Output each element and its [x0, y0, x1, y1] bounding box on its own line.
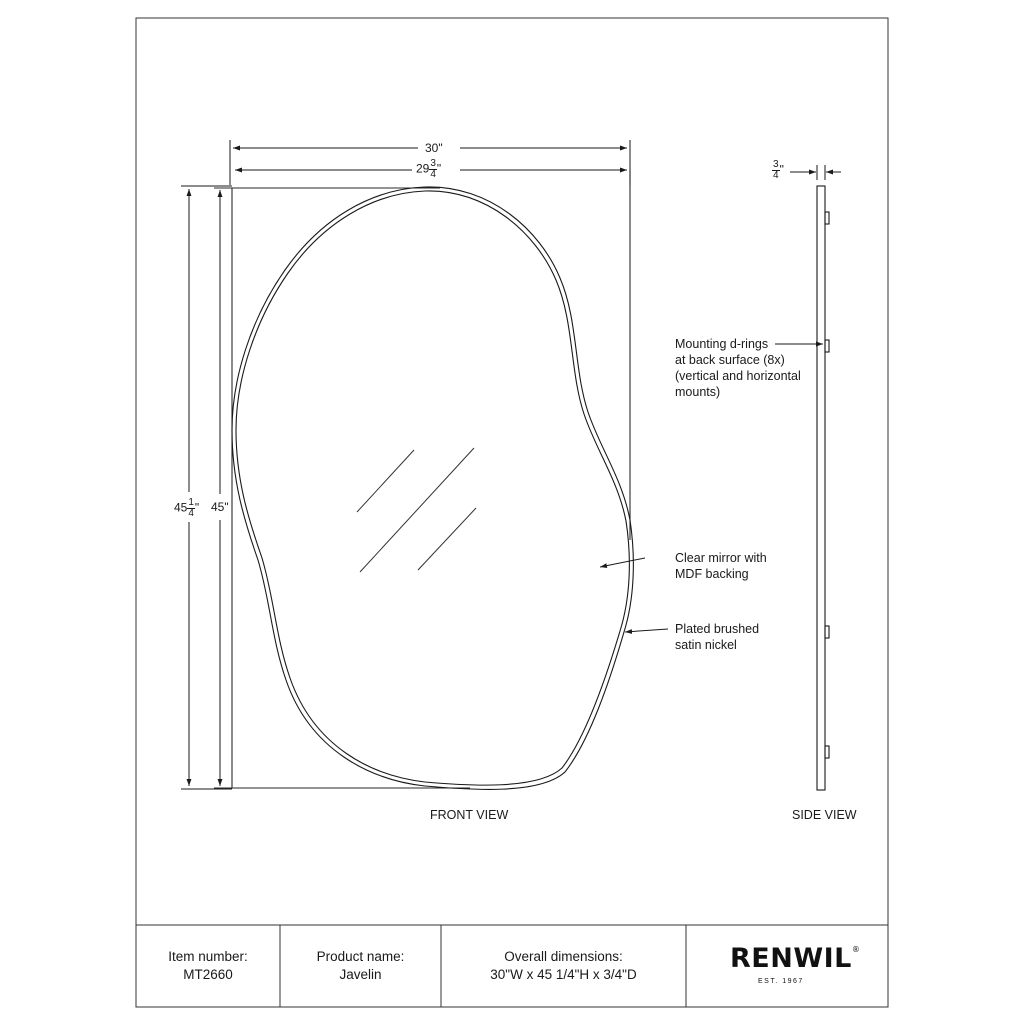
- height-outer-numerator: 1: [188, 497, 194, 508]
- renwil-logo: [686, 925, 888, 1007]
- logo-text: RENWIL: [730, 943, 852, 974]
- front-view-label: FRONT VIEW: [430, 808, 509, 822]
- inch-mark: ": [779, 162, 784, 177]
- item-number-value: MT2660: [183, 967, 233, 982]
- height-outer-denominator: 4: [188, 508, 194, 519]
- height-inner-value: 45": [211, 500, 229, 514]
- depth-label: [772, 160, 784, 181]
- logo-wordmark: [730, 943, 860, 974]
- width-inner-numerator: 3: [430, 158, 436, 169]
- mirror-callout: Clear mirror with MDF backing: [675, 551, 767, 581]
- overall-dimensions-value: 30"W x 45 1/4"H x 3/4"D: [490, 967, 637, 982]
- side-view-profile: [817, 186, 829, 790]
- width-outer-label: [425, 141, 443, 155]
- mounting-callout: Mounting d-rings at back surface (8x) (vertical and horizontal mounts): [675, 337, 801, 399]
- depth-denominator: 4: [773, 170, 779, 181]
- depth-fraction: [772, 160, 780, 181]
- logo-established: EST. 1967: [758, 978, 804, 985]
- height-outer-label: [174, 498, 199, 519]
- product-name-cell: [280, 925, 441, 1007]
- width-inner-whole: 29: [416, 161, 430, 176]
- mirror-outline: [232, 187, 633, 789]
- overall-dimensions-label: Overall dimensions:: [504, 949, 623, 964]
- registered-mark: ®: [851, 945, 861, 954]
- finish-callout: Plated brushed satin nickel: [675, 622, 760, 652]
- product-name-value: Javelin: [339, 967, 382, 982]
- height-outer-fraction: [187, 498, 195, 519]
- item-number-label: Item number:: [168, 949, 248, 964]
- width-inner-fraction: [429, 159, 437, 180]
- width-outer-value: 30": [425, 141, 443, 155]
- width-inner-label: [416, 159, 441, 180]
- item-number-cell: [136, 925, 280, 1007]
- height-dimensions: [181, 186, 232, 789]
- height-outer-whole: 45: [174, 500, 188, 515]
- depth-dimension: [790, 165, 841, 180]
- height-inner-label: [211, 500, 229, 514]
- side-view-label: SIDE VIEW: [792, 808, 857, 822]
- depth-numerator: 3: [773, 159, 779, 170]
- front-view-bounding-box: [214, 170, 630, 788]
- reflection-lines: [357, 448, 476, 572]
- width-inner-denominator: 4: [430, 169, 436, 180]
- inch-mark: ": [194, 500, 200, 515]
- inch-mark: ": [436, 161, 442, 176]
- overall-dimensions-cell: [441, 925, 686, 1007]
- product-name-label: Product name:: [316, 949, 405, 964]
